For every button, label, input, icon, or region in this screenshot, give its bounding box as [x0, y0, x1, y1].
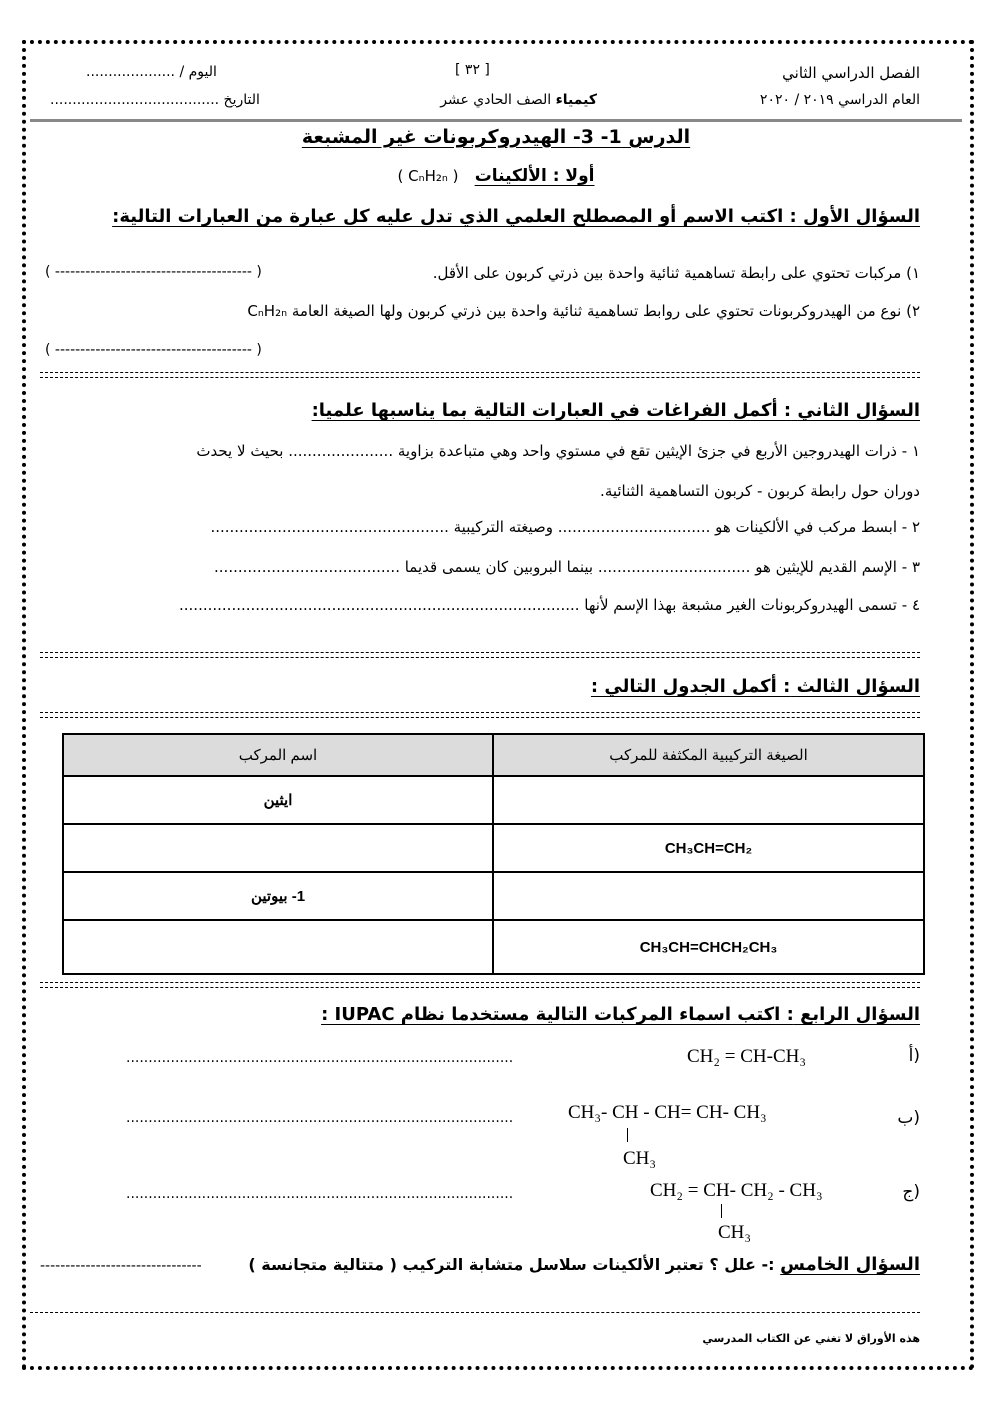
date-field: التاريخ ......................................	[50, 92, 260, 108]
name-cell[interactable]: 1- بيوتين	[63, 872, 493, 920]
table-header	[63, 734, 924, 776]
formula-cell[interactable]: CH₃CH=CHCH₂CH₃	[493, 920, 924, 974]
divider	[40, 712, 920, 718]
academic-year: العام الدراسي ٢٠١٩ / ٢٠٢٠	[759, 92, 920, 108]
q2-prompt: : أكمل الفراغات في العبارات التالية بما يناسبها علميا:	[311, 400, 792, 421]
lesson-title: الدرس 1- 3- الهيدروكربونات غير المشبعة	[301, 126, 691, 148]
table-row	[63, 872, 924, 920]
q4-formula-a: CH₂ = CH-CH₃	[687, 1046, 806, 1067]
q5-title: السؤال الخامس	[780, 1254, 920, 1275]
q4-prompt: : اكتب اسماء المركبات التالية مستخدما نظام IUPAC :	[321, 1004, 794, 1025]
q1-item-2: ٢) نوع من الهيدروكربونات تحتوي على روابط تساهمية ثنائية واحدة بين ذرتي كربون ولها الصيغة العامة CₙH₂ₙ	[247, 302, 920, 320]
q3-title: السؤال الثالث	[796, 676, 920, 697]
compounds-table	[62, 733, 925, 975]
formula-cell[interactable]	[493, 872, 924, 920]
q1-prompt: : اكتب الاسم أو المصطلح العلمي الذي تدل عليه كل عبارة من العبارات التالية:	[112, 206, 797, 227]
header-divider	[30, 119, 962, 122]
divider	[30, 1312, 920, 1313]
q4-formula-b: CH₃- CH - CH= CH- CH₃	[568, 1102, 767, 1123]
table-row	[63, 776, 924, 824]
column-header-name: اسم المركب	[63, 734, 493, 776]
q2-title: السؤال الثاني	[797, 400, 920, 421]
column-header-formula: الصيغة التركيبية المكثفة للمركب	[493, 734, 924, 776]
formula-cell[interactable]: CH₃CH=CH₂	[493, 824, 924, 872]
q1-item-1: ١) مركبات تحتوي على رابطة تساهمية ثنائية واحدة بين ذرتي كربون على الأقل.	[432, 264, 920, 282]
q1-title: السؤال الأول	[803, 206, 920, 227]
divider	[40, 982, 920, 988]
q3-prompt: : أكمل الجدول التالي :	[590, 676, 791, 697]
q4-label-a: (أ	[908, 1046, 920, 1066]
name-cell[interactable]	[63, 920, 493, 974]
day-field: اليوم / ....................	[86, 64, 217, 80]
grade: الصف الحادي عشر	[440, 92, 552, 108]
q5-answer[interactable]: --------------------------------	[40, 1258, 202, 1274]
q4-title: السؤال الرابع	[800, 1004, 920, 1025]
q1-answer-1[interactable]: ( --------------------------------------- )	[45, 264, 262, 280]
q2-item-2: ٢ - ابسط مركب في الألكينات هو ................................ وصيغته التركيبية ..................................................	[210, 518, 920, 536]
q4-answer-c[interactable]: .......................................................................................	[126, 1186, 514, 1202]
q4-branch-b: CH₃	[623, 1148, 657, 1169]
bond-line	[627, 1128, 628, 1142]
formula-cell[interactable]	[493, 776, 924, 824]
page-number: [ ٣٢ ]	[455, 62, 490, 78]
q4-label-c: (ج	[902, 1182, 920, 1202]
page-border	[22, 40, 974, 1370]
name-cell[interactable]	[63, 824, 493, 872]
subject: كيمياء	[555, 92, 597, 108]
general-formula: ( CₙH₂ₙ )	[397, 167, 459, 185]
q2-item-3: ٣ - الإسم القديم للإيثين هو ................................ بينما البروبين كان يسمى قديما .......................................	[214, 558, 920, 576]
divider	[40, 652, 920, 658]
semester: الفصل الدراسي الثاني	[782, 64, 920, 82]
footer-note: هذه الأوراق لا تغني عن الكتاب المدرسي	[702, 1332, 920, 1345]
q2-item-1-cont: دوران حول رابطة كربون - كربون التساهمية الثنائية.	[600, 482, 920, 500]
q4-branch-c: CH₃	[718, 1222, 752, 1243]
table-row	[63, 824, 924, 872]
q2-item-1: ١ - ذرات الهيدروجين الأربع في جزئ الإيثين تقع في مستوي واحد وهي متباعدة بزاوية ...................... بحيث لا يحدث	[196, 442, 920, 460]
divider	[40, 372, 920, 378]
q2-item-4: ٤ - تسمى الهيدروكربونات الغير مشبعة بهذا الإسم لأنها ....................................................................................	[179, 596, 920, 614]
q4-answer-b[interactable]: .......................................................................................	[126, 1110, 514, 1126]
section-title: أولا : الألكينات	[474, 166, 595, 186]
q4-formula-c: CH₂ = CH- CH₂ - CH₃	[650, 1180, 823, 1201]
bond-line	[721, 1204, 722, 1218]
q1-answer-2[interactable]: ( --------------------------------------- )	[45, 342, 262, 358]
table-row	[63, 920, 924, 974]
name-cell[interactable]: ايثين	[63, 776, 493, 824]
q4-label-b: (ب	[897, 1108, 920, 1128]
q5-prompt: :- علل ؟ تعتبر الألكينات سلاسل متشابة التركيب ( متتالية متجانسة )	[248, 1255, 775, 1274]
q4-answer-a[interactable]: .......................................................................................	[126, 1050, 514, 1066]
